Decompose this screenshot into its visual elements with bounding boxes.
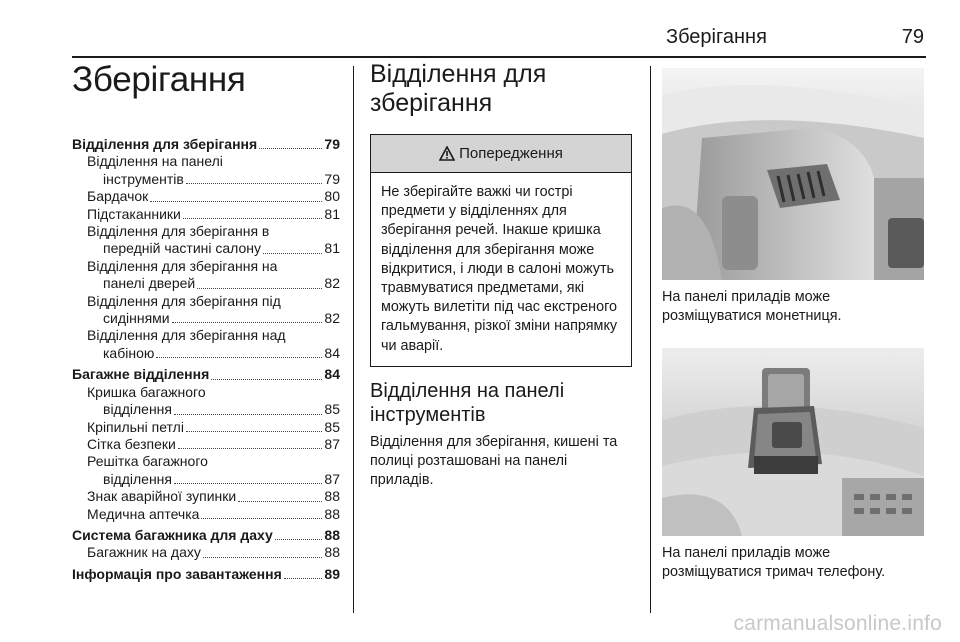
toc-column [72,60,340,583]
toc-entry-label: Відділення для зберігання на [87,257,278,274]
warning-text: Не зберігайте важкі чи гострі предмети у відділеннях для зберігання речей. Інакше кришка відділення для зберігання може відкритися, і люди в салоні можуть травмуватися предметами, які можуть вилетіти під час екстреного гальмування, різкої зміни напрямку чи аварії. [381,184,618,354]
toc-entry[interactable] [72,293,340,328]
section-title-line: Відділення для [370,60,547,88]
toc-leader [284,578,323,579]
toc-page-number: 84 [324,366,340,383]
coin-holder-photo [662,68,924,280]
toc-entry[interactable] [72,384,340,419]
toc-entry-label: Знак аварійної зупинки [87,488,237,505]
toc-entry[interactable] [72,566,340,583]
toc-entry[interactable] [72,188,340,205]
toc-leader [203,557,323,558]
toc-leader [150,201,322,202]
figure-caption: На панелі приладів може розміщуватися монетниця. [662,289,842,324]
toc-page-number: 85 [324,401,340,418]
toc-entry-label: Багажне відділення [72,366,210,383]
phone-holder-photo [662,348,924,536]
toc-entry[interactable] [72,488,340,505]
page-number: 79 [901,26,924,48]
toc-entry-label: кабіною [103,344,155,361]
toc-entry[interactable] [72,544,340,561]
toc-entry-label: Відділення на панелі [87,153,223,170]
toc-entry-label: Кріпильні петлі [87,418,184,435]
subsection-title [370,379,632,427]
toc-entry-label: відділення [103,470,172,487]
toc-page-number: 81 [324,205,340,222]
toc-page-number: 79 [324,170,340,187]
toc-list [72,136,340,583]
toc-entry-label: Відділення для зберігання в [87,223,270,240]
toc-leader [174,414,322,415]
toc-leader [172,322,323,323]
toc-leader [275,539,323,540]
section-title-line: зберігання [370,89,493,117]
toc-page-number: 88 [324,505,340,522]
toc-page-number: 84 [324,344,340,361]
toc-page-number: 87 [324,470,340,487]
toc-page-number: 87 [324,435,340,452]
toc-entry[interactable] [72,223,340,258]
toc-page-number: 89 [324,565,340,582]
toc-entry[interactable] [72,136,340,153]
toc-entry[interactable] [72,527,340,544]
toc-page-number: 82 [324,275,340,292]
toc-page-number: 81 [324,240,340,257]
toc-leader [178,448,323,449]
toc-page-number: 88 [324,526,340,543]
toc-entry-label: Бардачок [87,188,149,205]
toc-entry-label: Відділення для зберігання під [87,292,281,309]
toc-leader [201,518,322,519]
toc-entry-label: панелі дверей [103,275,196,292]
toc-leader [263,253,322,254]
figure-caption: На панелі приладів може розміщуватися тримач телефону. [662,545,886,580]
toc-entry[interactable] [72,506,340,523]
toc-entry-label: відділення [103,401,172,418]
subsection-title-line: Відділення на панелі [370,379,565,402]
column-divider [650,66,651,613]
toc-leader [211,379,322,380]
toc-entry[interactable] [72,206,340,223]
toc-leader [174,483,322,484]
toc-entry-label: Багажник на даху [87,544,201,561]
toc-page-number: 82 [324,310,340,327]
toc-entry-label: Сітка безпеки [87,435,176,452]
warning-heading-text: Попередження [459,145,563,162]
header-rule [72,56,926,58]
running-header-title: Зберігання [666,26,767,48]
toc-page-number: 85 [324,418,340,435]
toc-leader [197,288,322,289]
toc-entry-label: Медична аптечка [87,505,200,522]
toc-page-number: 88 [324,488,340,505]
toc-page-number: 79 [324,136,340,152]
watermark: carmanualsonline.info [733,612,942,635]
toc-entry-label: Підстаканники [87,205,181,222]
toc-entry[interactable] [72,419,340,436]
toc-leader [186,431,322,432]
toc-entry-label: Відділення для зберігання над [87,327,286,344]
toc-entry[interactable] [72,453,340,488]
toc-entry[interactable] [72,258,340,293]
section-column [370,60,632,490]
toc-leader [183,218,323,219]
toc-entry[interactable] [72,327,340,362]
toc-leader [156,357,322,358]
warning-heading [371,135,631,173]
toc-leader [259,148,322,149]
toc-entry-label: Система багажника для даху [72,526,273,543]
toc-entry[interactable] [72,366,340,383]
column-divider [353,66,354,613]
subsection-title-line: інструментів [370,403,486,426]
toc-entry-label: Відділення для зберігання [72,136,258,152]
toc-leader [186,183,323,184]
toc-page-number: 88 [324,544,340,561]
toc-entry-label: Кришка багажного [87,383,206,400]
toc-entry[interactable] [72,153,340,188]
toc-entry-label: інструментів [103,170,184,187]
warning-box [370,134,632,367]
toc-entry-label: Решітка багажного [87,453,208,470]
section-title [370,60,632,118]
chapter-title: Зберігання [72,60,246,99]
toc-entry-label: передній частині салону [103,240,262,257]
warning-triangle-icon [439,146,455,161]
figure-column [662,68,924,582]
toc-entry[interactable] [72,436,340,453]
running-header [666,26,924,52]
toc-entry-label: Інформація про завантаження [72,565,282,582]
subsection-text: Відділення для зберігання, кишені та полиці розташовані на панелі приладів. [370,433,618,488]
toc-page-number: 80 [324,188,340,205]
toc-entry-label: сидіннями [103,310,170,327]
toc-leader [238,501,322,502]
